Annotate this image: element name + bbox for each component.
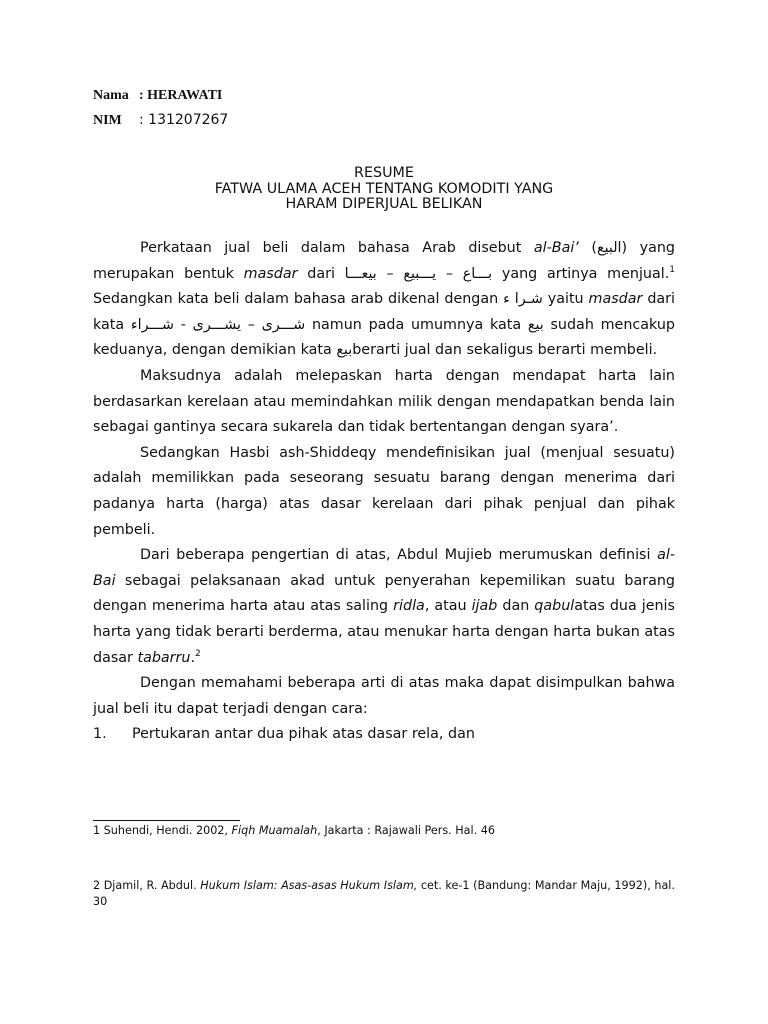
nim-line bbox=[93, 112, 228, 129]
p1-arabic: بـــاع – يـــبيع – بيعـــا bbox=[344, 265, 493, 282]
footnote-2-text: 2 Djamil, R. Abdul. bbox=[93, 879, 201, 892]
title-line-1: RESUME bbox=[354, 165, 414, 181]
p1-text: Sedangkan kata beli dalam bahasa arab dikenal dengan bbox=[93, 291, 504, 308]
p4-term-al-bai: al-Bai bbox=[93, 547, 675, 589]
title-line-2: FATWA ULAMA ACEH TENTANG KOMODITI YANG bbox=[214, 180, 554, 197]
footnote-separator bbox=[93, 820, 240, 821]
p1-arabic: البيع bbox=[596, 240, 622, 256]
p1-arabic: بيع bbox=[527, 316, 544, 333]
p1-text: sudah mencakup keduanya, dengan demikian kata bbox=[93, 316, 675, 359]
p1-text: yaitu bbox=[542, 291, 589, 308]
p1-text: namun pada umumnya kata bbox=[305, 316, 528, 333]
list-number: 1. bbox=[93, 726, 107, 743]
footnote-2-text: cet. ke-1 (Bandung: Mandar Maju, 1992), hal. 30 bbox=[93, 879, 675, 908]
name-label: Nama bbox=[93, 88, 129, 103]
p4-term-tabarru: tabarru bbox=[137, 649, 191, 666]
p1-text: berarti jual dan sekaligus berarti membeli. bbox=[352, 342, 658, 359]
nim-value: : 131207267 bbox=[139, 112, 229, 128]
title-line-3: HARAM DIPERJUAL BELIKAN bbox=[285, 196, 483, 212]
footnote-1-title: Fiqh Muamalah bbox=[231, 824, 318, 837]
nim-label: NIM bbox=[93, 113, 122, 128]
p4-text: dan bbox=[497, 598, 535, 615]
p1-text: dari kata bbox=[93, 291, 676, 333]
p4-term-ijab: ijab bbox=[471, 598, 498, 615]
p4-text: sebagai pelaksanaan akad untuk penyerahan kepemilikan suatu barang dengan menerima harta atau atas saling bbox=[93, 572, 675, 615]
p1-text: ( bbox=[578, 240, 597, 256]
footnote-ref-1[interactable]: 1 bbox=[669, 264, 675, 275]
list-text: Pertukaran antar dua pihak atas dasar rela, dan bbox=[132, 726, 475, 743]
p1-text: dari bbox=[297, 265, 345, 282]
p1-text: Perkataan jual beli dalam bahasa Arab disebut bbox=[140, 240, 534, 256]
paragraph-2: Maksudnya adalah melepaskan harta dengan mendapat harta lain berdasarkan kerelaan atau memindahkan milik dengan mendapatkan benda lain sebagai gantinya secara sukarela dan tidak bertentangan dengan syara’. bbox=[93, 367, 675, 436]
footnote-2-title: Hukum Islam: Asas-asas Hukum Islam, bbox=[200, 879, 418, 892]
document-title bbox=[93, 166, 675, 213]
footnote-1-text: , Jakarta : Rajawali Pers. Hal. 46 bbox=[317, 824, 495, 837]
paragraph-4 bbox=[93, 543, 675, 671]
p4-text: Dari beberapa pengertian di atas, Abdul Mujieb merumuskan definisi bbox=[140, 547, 658, 564]
footnote-2 bbox=[93, 878, 675, 909]
list-item bbox=[93, 722, 675, 748]
paragraph-3: Sedangkan Hasbi ash-Shiddeqy mendefinisikan jual (menjual sesuatu) adalah memilikkan pada seseorang sesuatu barang dengan menerima dari padanya harta (harga) atas dasar kerelaan dari pihak penjual dan pihak pembeli. bbox=[93, 444, 675, 538]
p4-term-qabul: qabul bbox=[534, 598, 575, 615]
p4-term-ridla: ridla bbox=[393, 598, 425, 615]
p1-term-al-bai: al-Bai’ bbox=[533, 240, 579, 256]
footnote-1-text: 1 Suhendi, Hendi. 2002, bbox=[93, 824, 232, 837]
p1-text: yang artinya menjual. bbox=[492, 265, 670, 282]
paragraph-1 bbox=[93, 236, 675, 364]
body-text bbox=[93, 236, 675, 748]
footnote-ref-2[interactable]: 2 bbox=[195, 648, 201, 659]
p1-term-masdar: masdar bbox=[243, 265, 298, 282]
p4-text: , atau bbox=[424, 598, 472, 615]
name-line bbox=[93, 88, 222, 104]
footnote-1 bbox=[93, 823, 675, 839]
p1-arabic: شـرا ء bbox=[503, 291, 543, 308]
paragraph-5: Dengan memahami beberapa arti di atas maka dapat disimpulkan bahwa jual beli itu dapat terjadi dengan cara: bbox=[93, 675, 675, 717]
p4-text: atas dua jenis harta yang tidak berarti berderma, atau menukar harta dengan harta bukan atas dasar bbox=[93, 598, 675, 666]
p1-arabic: بيع bbox=[336, 342, 353, 359]
p1-term-masdar: masdar bbox=[588, 291, 643, 308]
name-value: : HERAWATI bbox=[139, 88, 223, 103]
p1-text: ) yang merupakan bentuk bbox=[93, 240, 676, 282]
p1-arabic: شـــرى – يشـــرى - شـــراء bbox=[130, 316, 306, 333]
p4-text: . bbox=[190, 649, 196, 666]
